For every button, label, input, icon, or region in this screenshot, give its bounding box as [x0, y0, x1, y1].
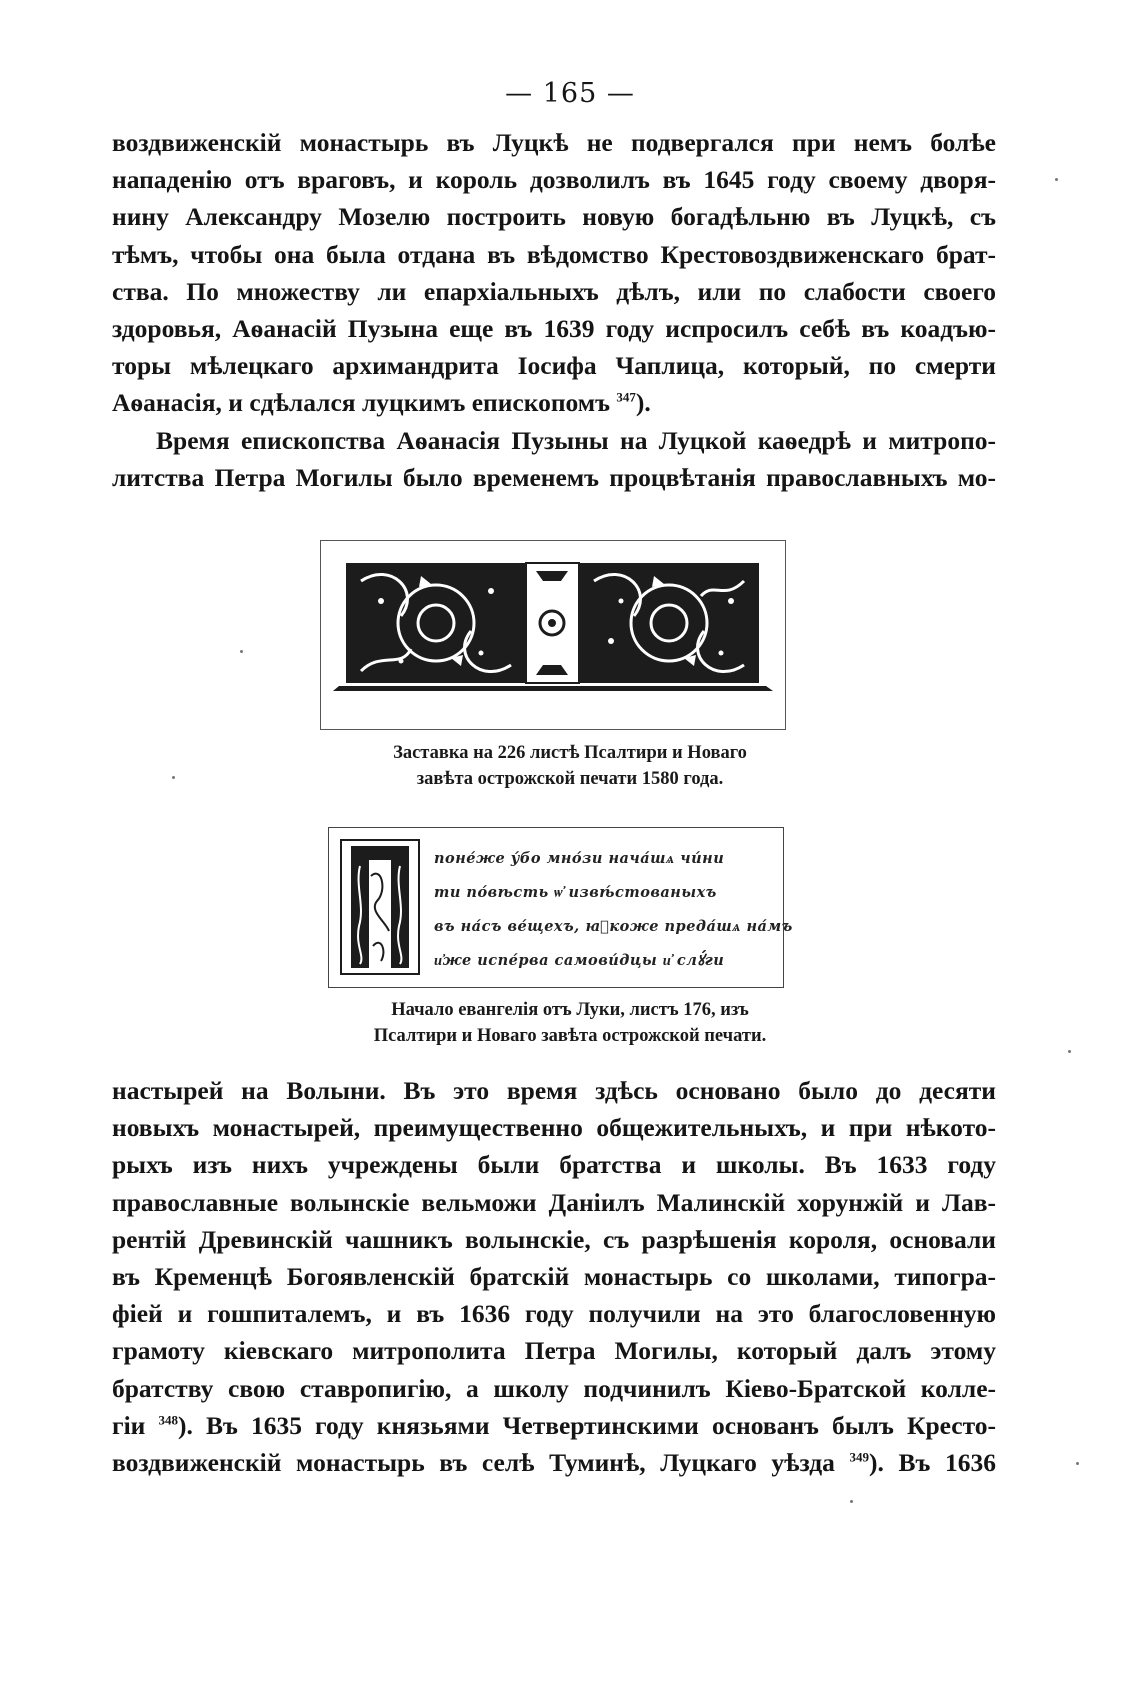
- handwritten-line: ти по́вѣсть ѡ҆ извѣ́стованыхъ: [434, 884, 717, 901]
- ornament-svg: [321, 541, 784, 728]
- caption-line: завѣта острожской печати 1580 года.: [416, 769, 724, 789]
- caption-line: Псалтири и Новаго завѣта острожской печати.: [373, 1026, 767, 1046]
- print-speck: [240, 650, 243, 653]
- line-text: ). Въ 1635 году князьями Четвертинскими основанъ былъ Кресто-: [177, 1410, 997, 1440]
- text-line: [112, 1444, 996, 1481]
- text-line: [112, 384, 996, 421]
- paragraph-lower: [112, 1072, 996, 1481]
- text-line: ства. По множеству ли епархіальныхъ дѣлъ, или по слабости своего: [112, 276, 996, 306]
- text-line: нину Александру Мозелю построить новую богадѣльню въ Луцкѣ, съ: [112, 202, 996, 232]
- line-text: ). Въ 1636: [869, 1447, 996, 1477]
- paragraph-upper: [112, 124, 996, 496]
- ornamental-headpiece-figure: [320, 540, 786, 730]
- text-line: [112, 1407, 996, 1444]
- text-line: рентій Древинскій чашникъ волынскіе, съ разрѣшенія короля, основали: [112, 1224, 996, 1254]
- text-line: здоровья, Аѳанасій Пузына еще въ 1639 году испросилъ себѣ въ коадъю-: [112, 313, 996, 343]
- handwritten-line: и҆же испе́рва самови́дцы и҆ слꙋ́ги: [434, 952, 725, 969]
- text-line: грамоту кіевскаго митрополита Петра Могилы, который далъ этому: [112, 1336, 996, 1366]
- text-line: православные волынскіе вельможи Даніилъ Малинскій хорунжій и Лав-: [112, 1187, 996, 1217]
- text-line: литства Петра Могилы было временемъ процвѣтанія православныхъ мо-: [112, 462, 996, 492]
- illuminated-initial-icon: [337, 836, 423, 978]
- print-speck: [1076, 1462, 1079, 1465]
- line-text: гіи: [112, 1410, 146, 1440]
- text-line: рыхъ изъ нихъ учреждены были братства и школы. Въ 1633 году: [112, 1150, 996, 1180]
- footnote-ref-347[interactable]: 347: [616, 389, 636, 405]
- footnote-ref-348[interactable]: 348: [158, 1412, 178, 1428]
- figure-caption-gospel: [0, 997, 1140, 1049]
- figure-caption-headpiece: [0, 740, 1140, 792]
- text-line: новыхъ монастырей, преимущественно общежительныхъ, и при нѣкото-: [112, 1113, 996, 1143]
- text-line: торы мѣлецкаго архимандрита Іосифа Чаплица, который, по смерти: [112, 351, 996, 381]
- footnote-ref-349[interactable]: 349: [849, 1449, 870, 1465]
- handwritten-line: въ на́съ ве́щехъ, ꙗ҆коже преда́шѧ на́мъ: [434, 918, 793, 935]
- caption-line: Заставка на 226 листѣ Псалтири и Новаго: [393, 743, 747, 763]
- text-line: братству свою ставропигію, а школу подчинилъ Кіево-Братской колле-: [112, 1373, 996, 1403]
- text-line: тѣмъ, чтобы она была отдана въ вѣдомство Крестовоздвиженскаго брат-: [112, 239, 996, 269]
- caption-line: Начало евангелія отъ Луки, листъ 176, изъ: [391, 1000, 749, 1020]
- text-line: фіей и гошпиталемъ, и въ 1636 году получили на это благословенную: [112, 1299, 996, 1329]
- text-line: настырей на Волыни. Въ это время здѣсь основано было до десяти: [112, 1076, 996, 1105]
- print-speck: [850, 1500, 853, 1503]
- page-number: — 165 —: [505, 78, 635, 109]
- gospel-incipit-figure: [328, 827, 793, 988]
- handwritten-line: поне́же у́бо мно́зи нача́шѧ чи́ни: [434, 850, 725, 867]
- text-line: въ Кременцѣ Богоявленскій братскій монастырь со школами, типогра-: [112, 1261, 996, 1291]
- print-speck: [172, 776, 175, 779]
- text-line: Время епископства Аѳанасія Пузыны на Луцкой каѳедрѣ и митропо-: [156, 425, 996, 455]
- print-speck: [1068, 1050, 1071, 1053]
- text-line: нападенію отъ враговъ, и король дозволилъ въ 1645 году своему дворя-: [112, 165, 996, 195]
- line-text: Аѳанасія, и сдѣлался луцкимъ епископомъ: [112, 388, 611, 418]
- line-text: ).: [635, 388, 651, 418]
- print-speck: [1055, 178, 1058, 181]
- line-text: воздвиженскій монастырь въ селѣ Туминѣ, Луцкаго уѣзда: [112, 1447, 835, 1477]
- text-line: воздвиженскій монастырь въ Луцкѣ не подвергался при немъ болѣе: [112, 128, 996, 157]
- handwritten-text-block: [434, 842, 793, 978]
